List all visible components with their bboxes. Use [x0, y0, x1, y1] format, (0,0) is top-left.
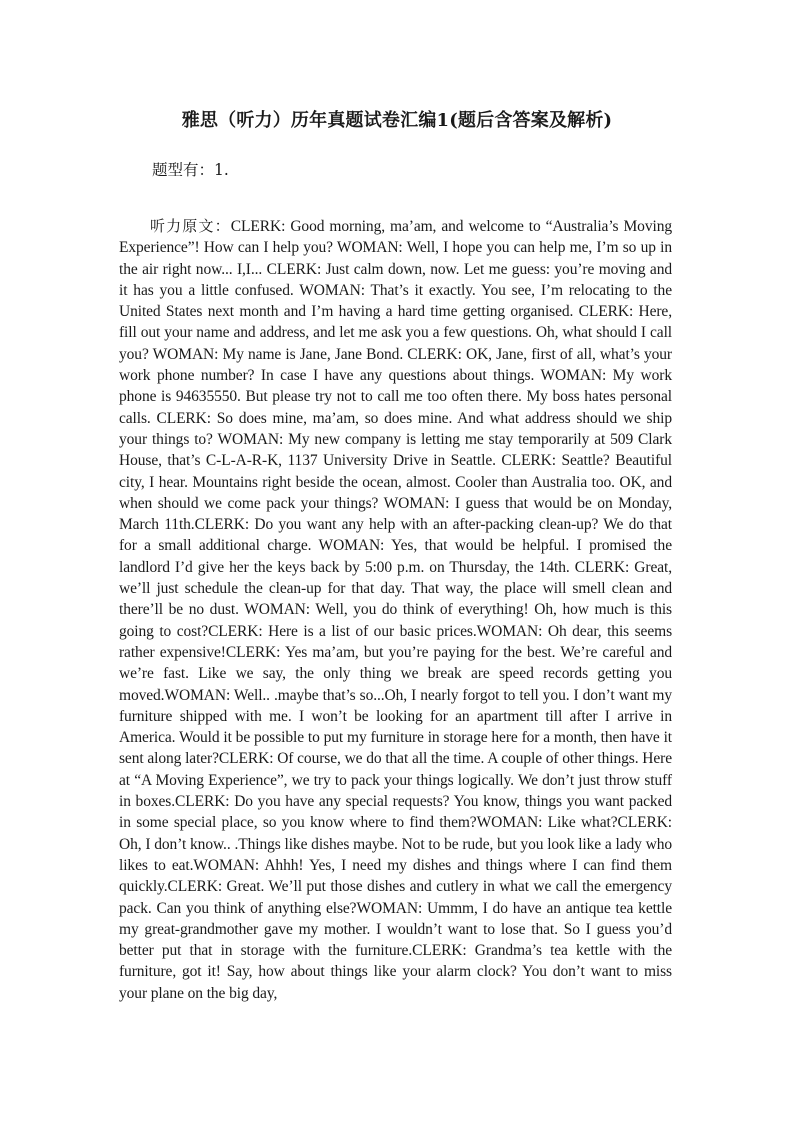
transcript-paragraph — [119, 216, 672, 1004]
transcript-label: 听力原文： — [150, 217, 231, 235]
document-title: 雅思（听力）历年真题试卷汇编1(题后含答案及解析) — [181, 110, 613, 131]
question-type: 题型有：1. — [152, 161, 229, 179]
transcript-text: CLERK: Good morning, ma’am, and welcome to “Australia’s Moving Experience”! How can I help you? WOMAN: Well, I hope you can help me, I’m so up in the air right now... I,I... CLERK: Just calm down, now. Let me guess: you’re moving and it has you a little confused. WOMAN: That’s it exactly. You see, I’m relocating to the United States next month and I’m having a hard time getting organised. CLERK: Here, fill out your name and address, and let me ask you a few questions. Oh, what should I call you? WOMAN: My name is Jane, Jane Bond. CLERK: OK, Jane, first of all, what’s your work phone number? In case I have any questions about things. WOMAN: My work phone is 94635550. But please try not to call me too often there. My boss hates personal calls. CLERK: So does mine, ma’am, so does mine. And what address should we ship your things to? WOMAN: My new company is letting me stay temporarily at 509 Clark House, that’s C-L-A-R-K, 1137 University Drive in Seattle. CLERK: Seattle? Beautiful city, I hear. Mountains right beside the ocean, almost. Cooler than Australia too. OK, and when should we come pack your things? WOMAN: I guess that would be on Monday, March 11th.CLERK: Do you want any help with an after-packing clean-up? We do that for a small additional charge. WOMAN: Yes, that would be helpful. I promised the landlord I’d give her the keys back by 5:00 p.m. on Thursday, the 14th. CLERK: Great, we’ll just schedule the clean-up for that day. That way, the place will smell clean and there’ll be no dust. WOMAN: Well, you do think of everything! Oh, how much is this going to cost?CLERK: Here is a list of our basic prices.WOMAN: Oh dear, this seems rather expensive!CLERK: Yes ma’am, but you’re paying for the best. We’re careful and we’re fast. Like we say, the only thing we break are speed records getting you moved.WOMAN: Well.. .maybe that’s so...Oh, I nearly forgot to tell you. I don’t want my furniture shipped with me. I won’t be looking for an apartment till after I arrive in America. Would it be possible to put my furniture in storage here for a month, then have it sent along later?CLERK: Of course, we do that all the time. A couple of other things. Here at “A Moving Experience”, we try to pack your things logically. We don’t just throw stuff in boxes.CLERK: Do you have any special requests? You know, things you want packed in some special place, so you know where to find them?WOMAN: Like what?CLERK: Oh, I don’t know.. .Things like dishes maybe. Not to be rude, but you look like a lady who likes to eat.WOMAN: Ahhh! Yes, I need my dishes and things where I can find them quickly.CLERK: Great. We’ll put those dishes and cutlery in what we call the emergency pack. Can you think of anything else?WOMAN: Ummm, I do have an antique tea kettle my great-grandmother gave my mother. I wouldn’t want to lose that. So I guess you’d better put that in storage with the furniture.CLERK: Grandma’s tea kettle with the furniture, got it! Say, how about things like your alarm clock? You don’t want to miss your plane on the big day, — [119, 218, 672, 1002]
